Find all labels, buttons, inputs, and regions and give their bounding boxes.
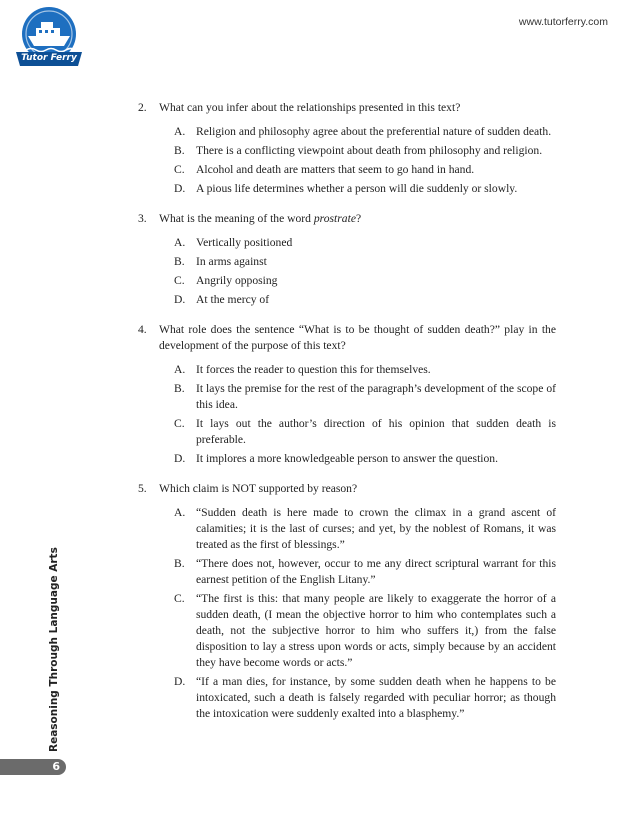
option-c	[174, 162, 556, 178]
option-d	[174, 451, 556, 467]
option-text: Vertically positioned	[196, 236, 293, 249]
options	[174, 235, 556, 308]
option-letter: C.	[174, 592, 185, 605]
question-5	[138, 481, 556, 722]
option-text: It lays out the author’s direction of his opinion that sudden death is preferable.	[196, 417, 556, 446]
question-text: Which claim is NOT supported by reason?	[159, 482, 358, 495]
option-a	[174, 505, 556, 553]
option-letter: B.	[174, 255, 185, 268]
option-text: Alcohol and death are matters that seem to go hand in hand.	[196, 163, 475, 176]
question-number: 4.	[138, 323, 147, 336]
subject-side-label: Reasoning Through Language Arts	[48, 547, 60, 752]
option-letter: C.	[174, 417, 185, 430]
option-text: Angrily opposing	[196, 274, 278, 287]
option-c	[174, 416, 556, 448]
option-b	[174, 556, 556, 588]
option-letter: B.	[174, 382, 185, 395]
option-b	[174, 254, 556, 270]
option-letter: A.	[174, 506, 186, 519]
option-letter: A.	[174, 363, 186, 376]
question-number: 2.	[138, 101, 147, 114]
option-letter: A.	[174, 125, 186, 138]
italic-word: prostrate	[313, 212, 356, 225]
question-4	[138, 322, 556, 467]
option-a	[174, 235, 556, 251]
option-letter: B.	[174, 557, 185, 570]
question-text: What is the meaning of the word prostrate?	[159, 212, 362, 225]
option-a	[174, 362, 556, 378]
option-text: It forces the reader to question this for themselves.	[196, 363, 431, 376]
option-text: “If a man dies, for instance, by some sudden death when he happens to be intoxicated, such a death is falsely regarded with peculiar horror; as though the intoxication were suddenly exalted into a blasphemy.”	[196, 675, 556, 720]
option-letter: C.	[174, 274, 185, 287]
site-url[interactable]: www.tutorferry.com	[518, 16, 608, 28]
page-number-tab	[0, 759, 66, 775]
option-text: It implores a more knowledgeable person to answer the question.	[196, 452, 498, 465]
logo-text: Tutor Ferry	[21, 53, 77, 63]
question-number: 3.	[138, 212, 147, 225]
option-text: At the mercy of	[196, 293, 270, 306]
page-number: 6	[52, 760, 60, 773]
question-text: What role does the sentence “What is to be thought of sudden death?” play in the development of the purpose of this text?	[159, 323, 556, 352]
option-letter: D.	[174, 293, 186, 306]
option-d	[174, 181, 556, 197]
option-c	[174, 273, 556, 289]
question-3	[138, 211, 556, 308]
option-letter: D.	[174, 675, 186, 688]
options	[174, 505, 556, 722]
option-a	[174, 124, 556, 140]
option-text: There is a conflicting viewpoint about death from philosophy and religion.	[196, 144, 543, 157]
question-list	[138, 100, 556, 736]
option-c	[174, 591, 556, 671]
option-text: Religion and philosophy agree about the preferential nature of sudden death.	[196, 125, 552, 138]
option-b	[174, 143, 556, 159]
option-text: It lays the premise for the rest of the paragraph’s development of the scope of this idea.	[196, 382, 556, 411]
option-letter: B.	[174, 144, 185, 157]
option-letter: D.	[174, 182, 186, 195]
option-b	[174, 381, 556, 413]
tutor-ferry-logo[interactable]	[14, 6, 84, 70]
option-letter: D.	[174, 452, 186, 465]
option-letter: A.	[174, 236, 186, 249]
question-number: 5.	[138, 482, 147, 495]
options	[174, 362, 556, 467]
option-text: “There does not, however, occur to me any direct scriptural warrant for this earnest petition of the English Litany.”	[196, 557, 556, 586]
option-text: “Sudden death is here made to crown the climax in a grand ascent of calamities; it is the last of curses; and yet, by the noblest of Romans, it was treated as the first of blessings.”	[196, 506, 556, 551]
question-2	[138, 100, 556, 197]
options	[174, 124, 556, 197]
option-letter: C.	[174, 163, 185, 176]
option-d	[174, 292, 556, 308]
question-text: What can you infer about the relationships presented in this text?	[159, 101, 461, 114]
option-text: In arms against	[196, 255, 267, 268]
option-text: “The first is this: that many people are likely to exaggerate the horror of a sudden death, (I mean the objective horror to him who contemplates such a death, not the subjective horror to him who suffers it,) from the false disposition to lay a stress upon words or acts, simply because by an accident they have become words or acts.”	[196, 592, 556, 669]
option-d	[174, 674, 556, 722]
option-text: A pious life determines whether a person will die suddenly or slowly.	[196, 182, 518, 195]
